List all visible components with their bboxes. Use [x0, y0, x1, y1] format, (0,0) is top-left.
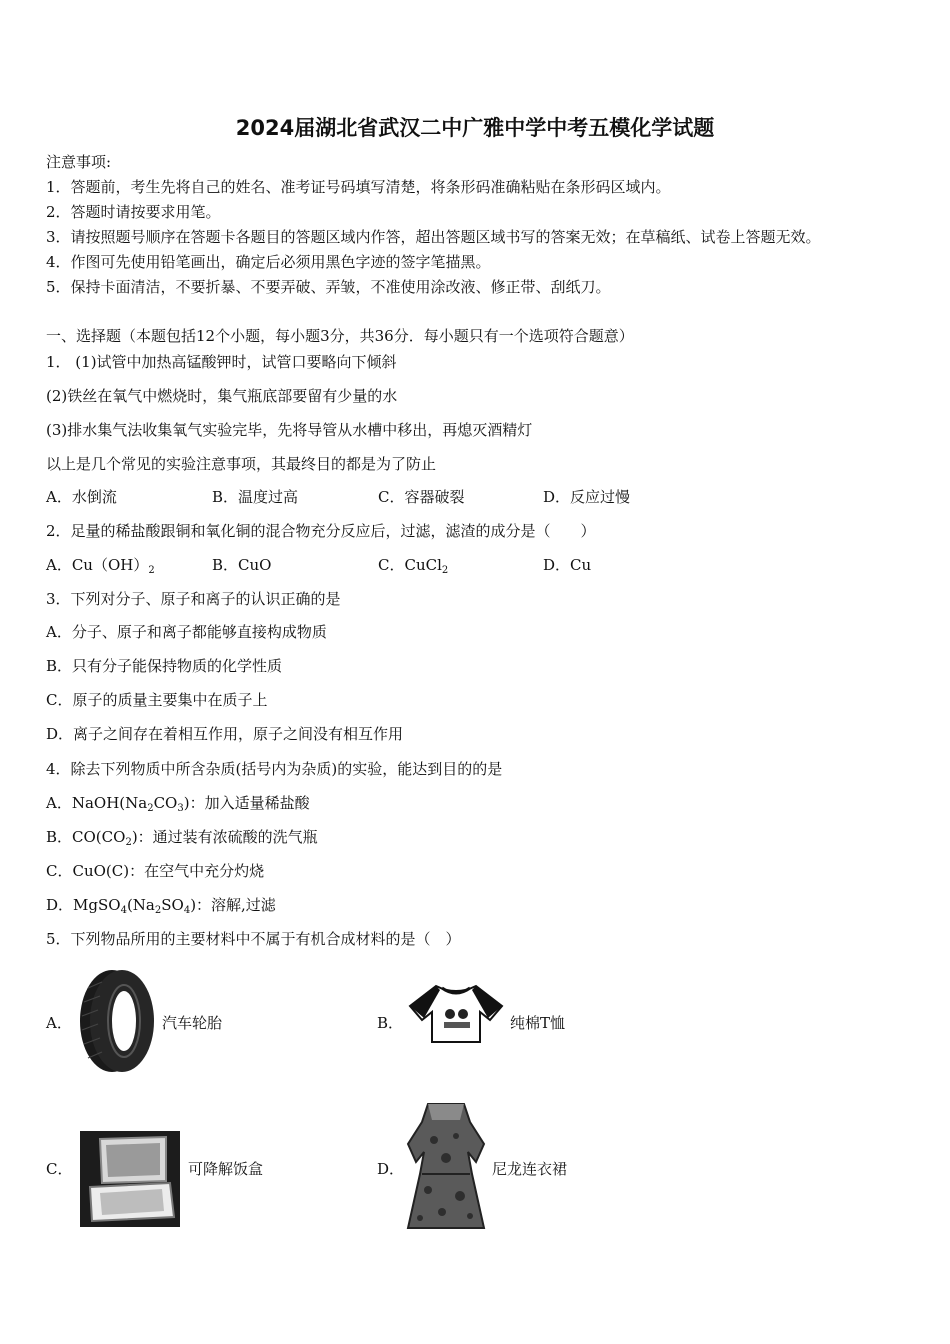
notice-item: 2．答题时请按要求用笔。: [46, 203, 221, 221]
q3-option-b: B．只有分子能保持物质的化学性质: [46, 657, 283, 675]
notice-item: 3．请按照题号顺序在答题卡各题目的答题区域内作答，超出答题区域书写的答案无效；在草稿纸、试卷上答题无效。: [46, 228, 821, 246]
q2-stem: 2．足量的稀盐酸跟铜和氧化铜的混合物充分反应后，过滤，滤渣的成分是（ ）: [46, 522, 596, 540]
dress-icon: [404, 1100, 488, 1232]
notice-heading: 注意事项:: [46, 153, 112, 171]
q1-option-b: B．温度过高: [212, 488, 299, 506]
q5-option-d-caption: 尼龙连衣裙: [492, 1160, 568, 1178]
q4-option-d: D．$MgSO_4(Na_2SO_4)$：溶解,过滤: [46, 896, 276, 916]
q2-option-d: D．Cu: [543, 556, 592, 574]
notice-item: 5．保持卡面清洁，不要折暴、不要弄破、弄皱，不准使用涂改液、修正带、刮纸刀。: [46, 278, 611, 296]
q5-option-a-caption: 汽车轮胎: [162, 1014, 223, 1032]
section-heading: 一、选择题（本题包括12个小题，每小题3分，共36分．每小题只有一个选项符合题意）: [46, 327, 634, 345]
q2-option-b: B．CuO: [212, 556, 272, 574]
q1-option-d: D．反应过慢: [543, 488, 631, 506]
q1-line: (3)排水集气法收集氧气实验完毕，先将导管从水槽中移出，再熄灭酒精灯: [46, 421, 533, 439]
q4-option-b: B．$CO(CO_2)$：通过装有浓硫酸的洗气瓶: [46, 828, 318, 848]
q4-option-c: C．CuO(C)：在空气中充分灼烧: [46, 862, 265, 880]
q3-option-c: C．原子的质量主要集中在质子上: [46, 691, 268, 709]
q5-stem: 5．下列物品所用的主要材料中不属于有机合成材料的是（ ）: [46, 930, 461, 948]
q5-option-a-letter: A．: [46, 1014, 72, 1032]
q5-option-b-letter: B．: [377, 1014, 404, 1032]
q2-option-c: C．CuCl$_2$: [378, 556, 449, 576]
notice-item: 4．作图可先使用铅笔画出，确定后必须用黑色字迹的签字笔描黑。: [46, 253, 491, 271]
q1-option-a: A．水倒流: [46, 488, 117, 506]
q1-option-c: C．容器破裂: [378, 488, 465, 506]
notice-item: 1．答题前，考生先将自己的姓名、准考证号码填写清楚，将条形码准确粘贴在条形码区域内。: [46, 178, 671, 196]
q5-option-d-letter: D．: [377, 1160, 405, 1178]
q1-line: 1． (1)试管中加热高锰酸钾时，试管口要略向下倾斜: [46, 353, 397, 371]
page-title: 2024届湖北省武汉二中广雅中学中考五模化学试题: [235, 116, 715, 140]
lunchbox-icon: [80, 1131, 180, 1227]
q5-option-b-caption: 纯棉T恤: [510, 1014, 566, 1032]
tire-icon: [78, 968, 158, 1074]
q3-option-d: D．离子之间存在着相互作用，原子之间没有相互作用: [46, 725, 404, 743]
q5-option-c-caption: 可降解饭盒: [188, 1160, 264, 1178]
q3-stem: 3．下列对分子、原子和离子的认识正确的是: [46, 590, 341, 608]
q3-option-a: A．分子、原子和离子都能够直接构成物质: [46, 623, 327, 641]
q4-stem: 4．除去下列物质中所含杂质(括号内为杂质)的实验，能达到目的的是: [46, 760, 503, 778]
q1-line: 以上是几个常见的实验注意事项，其最终目的都是为了防止: [46, 455, 437, 473]
tshirt-icon: [406, 980, 506, 1044]
q5-option-c-letter: C．: [46, 1160, 73, 1178]
q2-option-a: A．$Cu(OH)_2$: [46, 556, 155, 576]
q1-line: (2)铁丝在氧气中燃烧时，集气瓶底部要留有少量的水: [46, 387, 398, 405]
q4-option-a: A．$NaOH(Na_2CO_3)$：加入适量稀盐酸: [46, 794, 310, 814]
